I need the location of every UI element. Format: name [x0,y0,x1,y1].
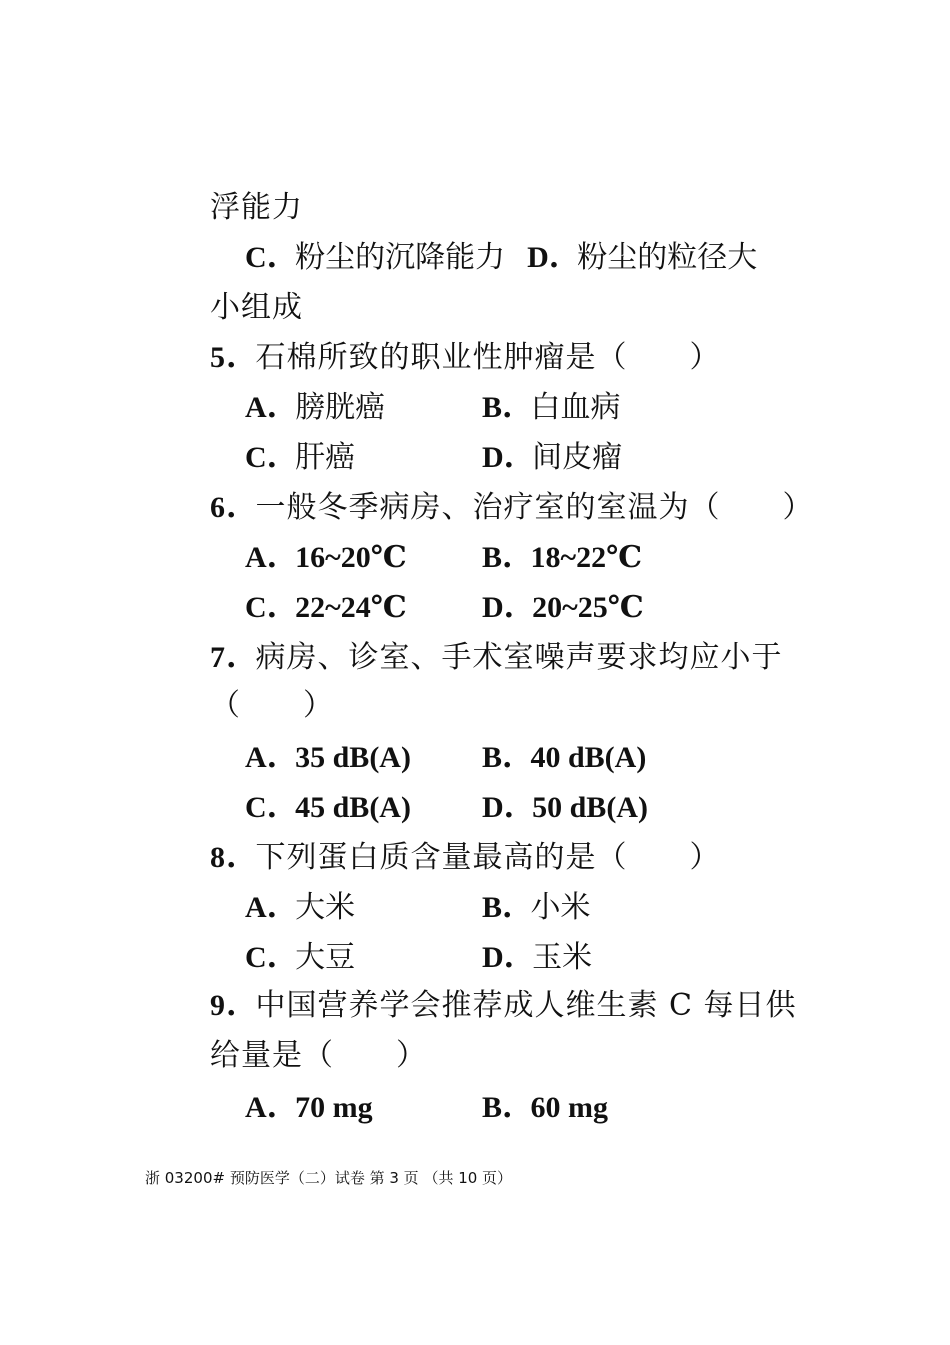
option-c: C . 肝癌 [245,440,356,475]
question-7-stem-continuation: （ ） [210,688,334,723]
question-6-options-row-1 [245,538,642,578]
option-b: B . 小米 [482,890,591,925]
question-7-stem: 7. 病房、诊室、手术室噪声要求均应小于 [210,640,783,675]
question-5-options-row-1 [245,388,620,428]
question-8-options-row-1 [245,888,590,928]
question-8-stem: 8. 下列蛋白质含量最高的是（ ） [210,840,721,875]
option-b: B . 40 dB(A) [482,740,647,775]
question-8-options-row-2 [245,938,592,978]
question-6-stem: 6. 一般冬季病房、治疗室的室温为（ ） [210,490,814,525]
option-d: D . 玉米 [482,940,593,975]
question-7-options-row-1 [245,738,646,778]
option-b: B . 60 mg [482,1090,608,1125]
option-a: A . 大米 [245,890,356,925]
question-5-stem: 5. 石棉所致的职业性肿瘤是（ ） [210,340,721,375]
question-4-options-row-2 [245,238,757,278]
option-b: B . 18~22℃ [482,540,643,575]
option-c: C . 22~24℃ [245,590,407,625]
question-4-stem-fragment: 浮能力 [210,190,303,225]
question-4-option-d-continuation: 小组成 [210,290,303,325]
question-9-stem: 9. 中国营养学会推荐成人维生素 C 每日供 [210,988,797,1023]
option-d: D . 间皮瘤 [482,440,623,475]
option-a: A . 35 dB(A) [245,740,411,775]
option-b: B . 白血病 [482,390,621,425]
option-c: C . 大豆 [245,940,356,975]
question-6-options-row-2 [245,588,644,628]
option-c: C . 45 dB(A) [245,790,411,825]
question-9-options-row-1 [245,1088,608,1128]
question-9-stem-continuation: 给量是（ ） [210,1038,427,1073]
option-a: A . 膀胱癌 [245,390,386,425]
option-d: D . 粉尘的粒径大 [527,240,758,275]
question-7-options-row-2 [245,788,648,828]
option-a: A . 70 mg [245,1090,373,1125]
page-footer: 浙 03200# 预防医学（二）试卷 第 3 页 （共 10 页） [145,1169,513,1187]
option-d: D . 50 dB(A) [482,790,648,825]
option-d: D . 20~25℃ [482,590,644,625]
option-a: A . 16~20℃ [245,540,407,575]
question-5-options-row-2 [245,438,622,478]
option-c: C . 粉尘的沉降能力 [245,240,506,275]
